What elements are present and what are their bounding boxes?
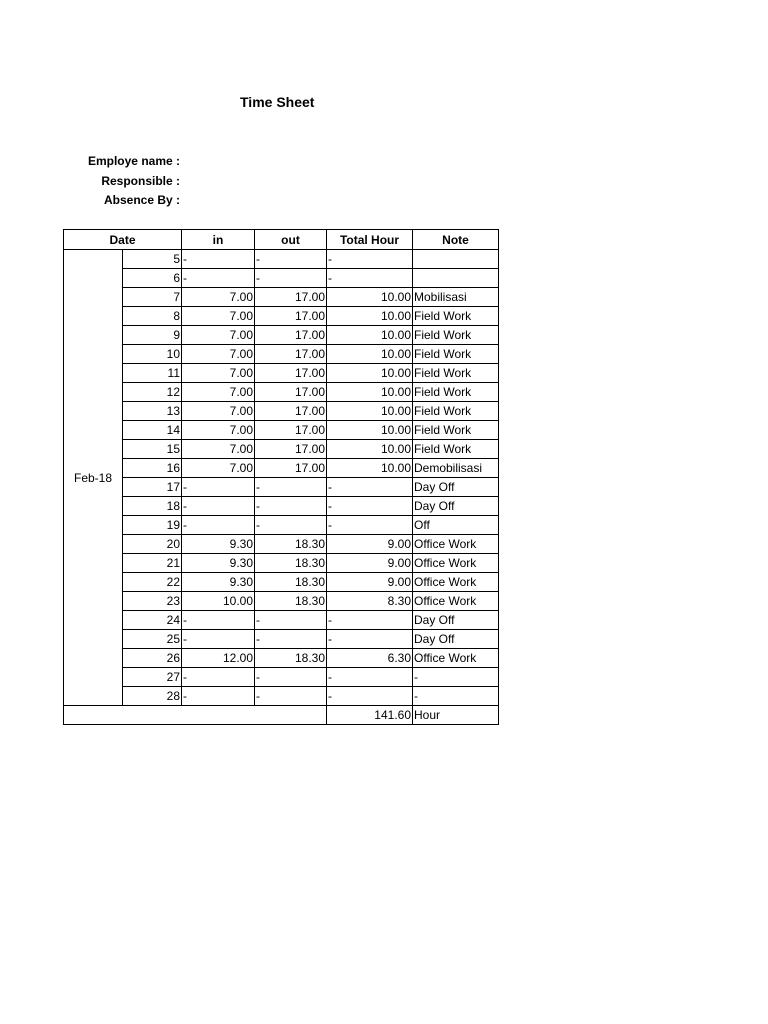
day-cell: 19 — [123, 516, 182, 535]
total-cell: 10.00 — [327, 307, 413, 326]
total-cell: 9.00 — [327, 535, 413, 554]
out-cell: - — [255, 269, 327, 288]
note-cell: - — [413, 668, 499, 687]
note-cell: Off — [413, 516, 499, 535]
absence-by-label: Absence By : — [103, 193, 180, 207]
total-cell: - — [327, 478, 413, 497]
in-cell: 9.30 — [182, 554, 255, 573]
day-cell: 17 — [123, 478, 182, 497]
day-cell: 6 — [123, 269, 182, 288]
in-cell: 7.00 — [182, 383, 255, 402]
note-cell: Field Work — [413, 326, 499, 345]
in-cell: - — [182, 478, 255, 497]
out-cell: 17.00 — [255, 345, 327, 364]
day-cell: 24 — [123, 611, 182, 630]
out-cell: 18.30 — [255, 649, 327, 668]
table-row — [64, 307, 499, 326]
out-cell: 18.30 — [255, 554, 327, 573]
total-cell: 10.00 — [327, 364, 413, 383]
out-cell: - — [255, 668, 327, 687]
out-cell: - — [255, 630, 327, 649]
table-row — [64, 516, 499, 535]
day-cell: 8 — [123, 307, 182, 326]
total-cell: 10.00 — [327, 440, 413, 459]
table-row — [64, 554, 499, 573]
day-cell: 7 — [123, 288, 182, 307]
table-row — [64, 573, 499, 592]
note-cell: Office Work — [413, 535, 499, 554]
in-cell: 7.00 — [182, 440, 255, 459]
table-row — [64, 345, 499, 364]
note-cell: Field Work — [413, 345, 499, 364]
note-cell: Demobilisasi — [413, 459, 499, 478]
total-row — [64, 706, 499, 725]
table-row — [64, 535, 499, 554]
total-spacer — [64, 706, 327, 725]
out-cell: 17.00 — [255, 421, 327, 440]
note-cell: Day Off — [413, 630, 499, 649]
day-cell: 10 — [123, 345, 182, 364]
table-row — [64, 630, 499, 649]
in-cell: - — [182, 687, 255, 706]
table-row — [64, 269, 499, 288]
total-cell: - — [327, 630, 413, 649]
out-cell: - — [255, 497, 327, 516]
table-row — [64, 250, 499, 269]
day-cell: 13 — [123, 402, 182, 421]
in-cell: 9.30 — [182, 535, 255, 554]
day-cell: 15 — [123, 440, 182, 459]
total-cell: 6.30 — [327, 649, 413, 668]
out-cell: 17.00 — [255, 288, 327, 307]
out-cell: 17.00 — [255, 440, 327, 459]
out-cell: 17.00 — [255, 459, 327, 478]
out-cell: 17.00 — [255, 402, 327, 421]
total-cell: 8.30 — [327, 592, 413, 611]
total-cell: 10.00 — [327, 383, 413, 402]
day-cell: 28 — [123, 687, 182, 706]
table-row — [64, 649, 499, 668]
day-cell: 20 — [123, 535, 182, 554]
in-cell: 7.00 — [182, 288, 255, 307]
note-cell: Field Work — [413, 364, 499, 383]
in-cell: 7.00 — [182, 421, 255, 440]
table-header-row — [64, 230, 499, 250]
out-cell: - — [255, 516, 327, 535]
table-row — [64, 421, 499, 440]
out-cell: 17.00 — [255, 364, 327, 383]
in-cell: 7.00 — [182, 364, 255, 383]
day-cell: 21 — [123, 554, 182, 573]
in-cell: - — [182, 630, 255, 649]
total-cell: - — [327, 668, 413, 687]
table-row — [64, 402, 499, 421]
day-cell: 11 — [123, 364, 182, 383]
day-cell: 14 — [123, 421, 182, 440]
total-cell: - — [327, 687, 413, 706]
out-cell: 18.30 — [255, 573, 327, 592]
page-title: Time Sheet — [240, 94, 315, 110]
day-cell: 18 — [123, 497, 182, 516]
in-cell: - — [182, 611, 255, 630]
in-cell: 12.00 — [182, 649, 255, 668]
header-note: Note — [413, 230, 499, 250]
note-cell: - — [413, 687, 499, 706]
day-cell: 26 — [123, 649, 182, 668]
day-cell: 9 — [123, 326, 182, 345]
in-cell: 7.00 — [182, 402, 255, 421]
out-cell: 18.30 — [255, 592, 327, 611]
in-cell: - — [182, 250, 255, 269]
in-cell: - — [182, 269, 255, 288]
out-cell: 17.00 — [255, 326, 327, 345]
in-cell: 7.00 — [182, 307, 255, 326]
note-cell: Field Work — [413, 402, 499, 421]
total-cell: 10.00 — [327, 326, 413, 345]
note-cell: Day Off — [413, 611, 499, 630]
note-cell — [413, 269, 499, 288]
total-cell: 10.00 — [327, 288, 413, 307]
note-cell: Field Work — [413, 307, 499, 326]
header-in: in — [182, 230, 255, 250]
in-cell: - — [182, 516, 255, 535]
table-row — [64, 668, 499, 687]
month-cell: Feb-18 — [64, 250, 123, 706]
total-hours-value: 141.60 — [327, 706, 413, 725]
table-row — [64, 687, 499, 706]
day-cell: 22 — [123, 573, 182, 592]
out-cell: 17.00 — [255, 307, 327, 326]
total-cell: 10.00 — [327, 459, 413, 478]
day-cell: 5 — [123, 250, 182, 269]
in-cell: 10.00 — [182, 592, 255, 611]
note-cell: Office Work — [413, 554, 499, 573]
out-cell: - — [255, 478, 327, 497]
in-cell: 9.30 — [182, 573, 255, 592]
out-cell: 17.00 — [255, 383, 327, 402]
table-row — [64, 326, 499, 345]
table-row — [64, 611, 499, 630]
note-cell: Office Work — [413, 573, 499, 592]
note-cell — [413, 250, 499, 269]
note-cell: Day Off — [413, 478, 499, 497]
out-cell: - — [255, 250, 327, 269]
timesheet-body — [64, 250, 499, 706]
day-cell: 12 — [123, 383, 182, 402]
day-cell: 23 — [123, 592, 182, 611]
total-cell: 10.00 — [327, 402, 413, 421]
in-cell: 7.00 — [182, 459, 255, 478]
total-cell: 10.00 — [327, 345, 413, 364]
out-cell: - — [255, 687, 327, 706]
table-row — [64, 592, 499, 611]
table-row — [64, 459, 499, 478]
total-cell: - — [327, 250, 413, 269]
note-cell: Office Work — [413, 649, 499, 668]
note-cell: Office Work — [413, 592, 499, 611]
note-cell: Field Work — [413, 383, 499, 402]
note-cell: Field Work — [413, 421, 499, 440]
total-cell: 9.00 — [327, 573, 413, 592]
in-cell: - — [182, 668, 255, 687]
timesheet-table — [63, 229, 499, 725]
in-cell: 7.00 — [182, 345, 255, 364]
total-cell: - — [327, 516, 413, 535]
table-row — [64, 383, 499, 402]
table-row — [64, 288, 499, 307]
total-hours-unit: Hour — [413, 706, 499, 725]
note-cell: Day Off — [413, 497, 499, 516]
in-cell: - — [182, 497, 255, 516]
table-row — [64, 364, 499, 383]
out-cell: 18.30 — [255, 535, 327, 554]
day-cell: 16 — [123, 459, 182, 478]
table-row — [64, 497, 499, 516]
total-cell: - — [327, 269, 413, 288]
header-out: out — [255, 230, 327, 250]
day-cell: 25 — [123, 630, 182, 649]
employee-name-label: Employe name : — [87, 154, 180, 168]
header-date: Date — [64, 230, 182, 250]
total-cell: - — [327, 611, 413, 630]
total-cell: - — [327, 497, 413, 516]
note-cell: Mobilisasi — [413, 288, 499, 307]
total-cell: 9.00 — [327, 554, 413, 573]
note-cell: Field Work — [413, 440, 499, 459]
total-cell: 10.00 — [327, 421, 413, 440]
in-cell: 7.00 — [182, 326, 255, 345]
day-cell: 27 — [123, 668, 182, 687]
out-cell: - — [255, 611, 327, 630]
header-total-hour: Total Hour — [327, 230, 413, 250]
table-row — [64, 478, 499, 497]
responsible-label: Responsible : — [101, 174, 180, 188]
table-row — [64, 440, 499, 459]
